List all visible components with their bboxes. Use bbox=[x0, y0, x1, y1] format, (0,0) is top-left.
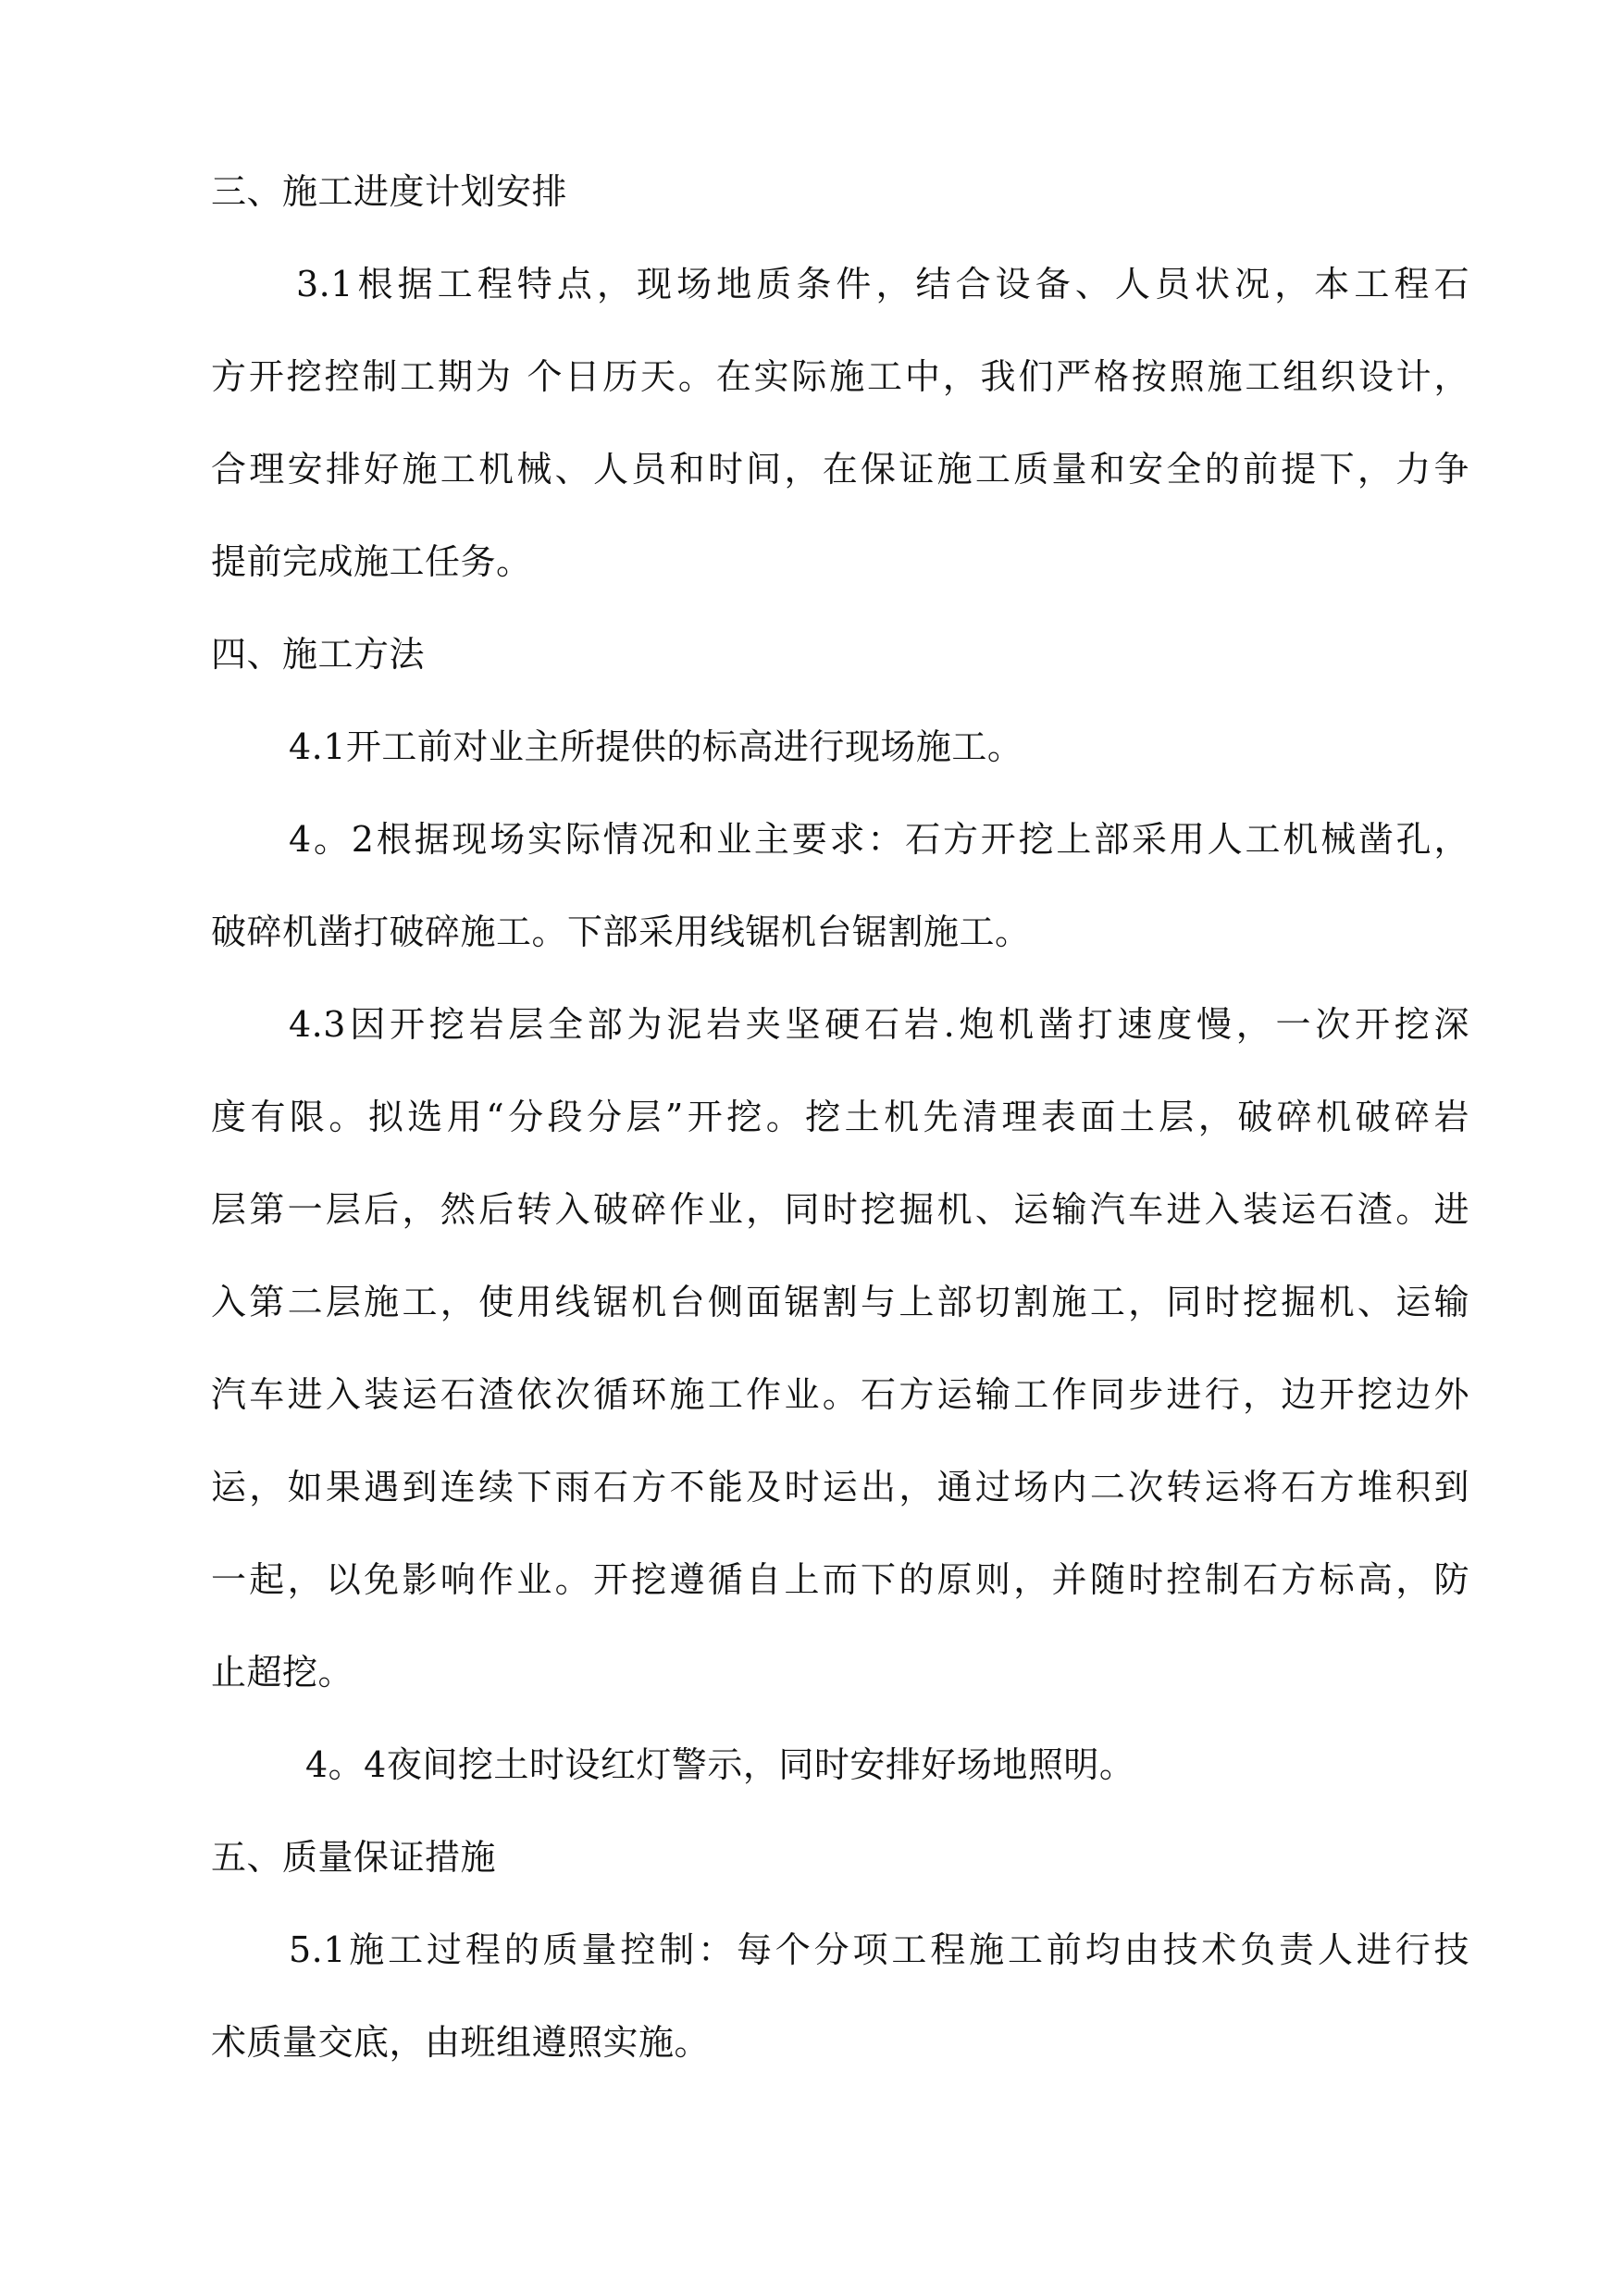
paragraph-line: 汽车进入装运石渣依次循环施工作业。石方运输工作同步进行，边开挖边外 bbox=[211, 1374, 1469, 1415]
paragraph-line: 4。4夜间挖土时设红灯警示，同时安排好场地照明。 bbox=[305, 1744, 1135, 1785]
paragraph-line: 度有限。拟选用“分段分层”开挖。挖土机先清理表面土层，破碎机破碎岩 bbox=[211, 1097, 1469, 1137]
paragraph-line: 5.1施工过程的质量控制：每个分项工程施工前均由技术负责人进行技 bbox=[289, 1929, 1469, 1970]
paragraph-line: 运，如果遇到连续下雨石方不能及时运出，通过场内二次转运将石方堆积到 bbox=[211, 1467, 1469, 1507]
paragraph-line: 4.1开工前对业主所提供的标高进行现场施工。 bbox=[289, 726, 1023, 767]
heading-section-3: 三、施工进度计划安排 bbox=[211, 171, 568, 212]
heading-section-5: 五、质量保证措施 bbox=[211, 1837, 497, 1878]
paragraph-line: 3.1根据工程特点，现场地质条件，结合设备、人员状况，本工程石 bbox=[296, 264, 1469, 304]
heading-section-4: 四、施工方法 bbox=[211, 634, 426, 675]
paragraph-line: 合理安排好施工机械、人员和时间，在保证施工质量和安全的前提下，力争 bbox=[211, 449, 1469, 490]
paragraph-line: 4.3因开挖岩层全部为泥岩夹坚硬石岩.炮机凿打速度慢，一次开挖深 bbox=[289, 1004, 1469, 1045]
paragraph-line: 一起，以免影响作业。开挖遵循自上而下的原则，并随时控制石方标高，防 bbox=[211, 1559, 1469, 1600]
paragraph-line: 方开挖控制工期为 个日历天。在实际施工中，我们严格按照施工组织设计， bbox=[211, 356, 1469, 397]
paragraph-line: 提前完成施工任务。 bbox=[211, 541, 532, 582]
paragraph-line: 破碎机凿打破碎施工。下部采用线锯机台锯割施工。 bbox=[211, 912, 1031, 952]
paragraph-line: 层第一层后，然后转入破碎作业，同时挖掘机、运输汽车进入装运石渣。进 bbox=[211, 1189, 1469, 1230]
paragraph-line: 止超挖。 bbox=[211, 1652, 354, 1693]
paragraph-line: 4。2根据现场实际情况和业主要求：石方开挖上部采用人工机械凿孔， bbox=[289, 819, 1469, 860]
paragraph-line: 术质量交底，由班组遵照实施。 bbox=[211, 2022, 711, 2063]
paragraph-line: 入第二层施工，使用线锯机台侧面锯割与上部切割施工，同时挖掘机、运输 bbox=[211, 1282, 1469, 1322]
